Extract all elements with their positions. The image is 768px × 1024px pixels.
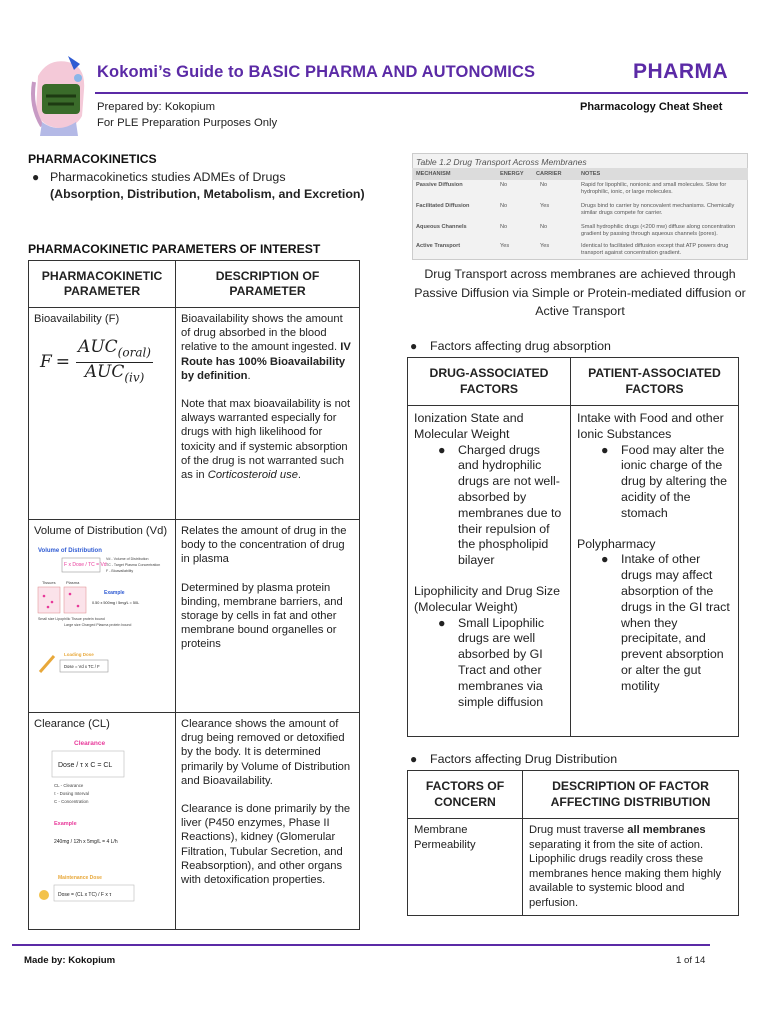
svg-text:Vd - Volume of Distribution: Vd - Volume of Distribution [106,557,149,562]
distribution-factors-table [407,770,739,916]
pharmacokinetics-bullet [32,169,370,203]
ref-cell: Drugs bind to carrier by noncovalent mechanisms. Chemically similar drugs compete for carrier. [581,203,735,216]
ref-cell: Aqueous Channels [416,224,467,230]
parameter-name: Volume of Distribution (Vd) [34,525,168,537]
footer-rule [12,944,710,946]
svg-text:Plasma: Plasma [66,580,80,586]
table-row [29,520,360,713]
parameter-cell [29,308,176,520]
transport-summary: Drug Transport across membranes are achieved through Passive Diffusion via Simple or Protein-mediated diffusion or Active Transport [414,267,746,318]
absorption-factors-table [407,357,739,737]
purpose-note: For PLE Preparation Purposes Only [97,116,278,129]
bullet-dot-icon: ● [410,339,418,353]
bullet-dot-icon: ● [32,170,40,184]
description-cell: Drug must traverse all membranes separating it from the site of action. Lipophilic drugs readily cross these membranes hence making them highly available to systemic blood and perfusion. [523,819,739,916]
parameter-cell [29,520,176,713]
table-header-row [408,771,739,819]
pk-parameters-heading: PHARMACOKINETIC PARAMETERS OF INTEREST [28,242,321,256]
column-header: FACTORS OF CONCERN [408,771,523,819]
distribution-bullet: ● Factors affecting Drug Distribution [410,752,618,766]
description-note: Determined by plasma protein binding, membrane barriers, and storage by cells in fat and other membrane bound organelles or proteins [181,581,343,651]
reference-caption: Table 1.2 Drug Transport Across Membranes [416,157,587,167]
svg-text:Dose = (CL x TC) / F x τ: Dose = (CL x TC) / F x τ [58,892,112,899]
table-row [408,406,739,737]
factor-title: Ionization State and Molecular Weight [414,411,524,441]
svg-text:240mg / 12h x 5mg/L = 4 L/h: 240mg / 12h x 5mg/L = 4 L/h [54,839,118,846]
reference-header-band [412,168,748,180]
svg-text:CL - Clearance: CL - Clearance [54,783,84,789]
ref-cell: Facilitated Diffusion [416,203,470,209]
formula-numerator: $AUC_{(oral)}$ [76,340,153,363]
bullet-dot-icon: ● [410,752,418,766]
svg-text:F - Bioavailability: F - Bioavailability [106,569,134,574]
description-cell [176,308,360,520]
clearance-figure [34,737,142,915]
ref-cell: No [500,224,508,230]
ref-cell: Active Transport [416,243,461,249]
pk-parameters-table [28,260,360,930]
fig-title: Volume of Distribution [38,548,102,555]
volume-of-distribution-figure [34,544,161,680]
bioavailability-formula [40,337,170,385]
svg-text:Dose = Vd x TC / F: Dose = Vd x TC / F [64,664,100,670]
svg-text:Clearance: Clearance [74,740,106,748]
ref-cell: Rapid for lipophilic, nonionic and small molecules. Slow for hydrophilic, ionic, or large molecules. [581,182,727,195]
column-header: PATIENT-ASSOCIATED FACTORS [571,358,739,406]
ref-col-header: CARRIER [536,171,562,177]
kokomi-avatar [28,56,92,136]
page-number: 1 of 14 [676,955,706,966]
ref-col-header: ENERGY [500,171,524,177]
prepared-by: Prepared by: Kokopium [97,101,216,113]
parameter-name: Bioavailability (F) [34,313,120,325]
prepared-by-block [97,100,277,131]
svg-text:Maintenance Dose: Maintenance Dose [58,875,102,882]
svg-text:TC - Target Plasma Concentrati: TC - Target Plasma Concentration [106,563,161,568]
ref-col-header: NOTES [581,171,601,177]
svg-text:C - Concentration: C - Concentration [54,799,89,805]
factor-title: Intake with Food and other Ionic Substances [577,411,724,441]
description-text: Bioavailability shows the amount of drug absorbed in the blood relative to the amount ingested. IV Route has 100% Bioavailability by definition. [181,313,351,382]
header-rule [95,92,748,94]
column-header: DESCRIPTION OF PARAMETER [176,261,360,308]
description-cell [176,713,360,930]
table-row [29,308,360,520]
patient-factors-cell [571,406,739,737]
sheet-type: Pharmacology Cheat Sheet [580,101,723,113]
svg-text:Small size Lipophilic Tissue p: Small size Lipophilic Tissue protein bound [38,617,105,622]
ref-col-header: MECHANISM [416,171,451,177]
pharmacokinetics-heading: PHARMACOKINETICS [28,152,157,166]
factor-cell: Membrane Permeability [408,819,523,916]
description-cell [176,520,360,713]
formula-lhs: F [40,352,52,373]
table-row [29,713,360,930]
pk-bullet-text: Pharmacokinetics studies ADMEs of Drugs [50,170,286,184]
pk-bullet-bold: (Absorption, Distribution, Metabolism, and Excretion) [50,187,365,201]
ref-cell: Yes [500,243,510,249]
ref-cell: No [500,182,508,188]
svg-text:Example: Example [54,821,77,828]
description-text: Clearance shows the amount of drug being removed or detoxified by the body. It is determined primarily by Volume of Distribution and Bioavailability. [181,718,351,787]
guide-title: Kokomi’s Guide to BASIC PHARMA AND AUTONOMICS [97,63,536,81]
factor-title: Polypharmacy [577,536,656,551]
list-item: ● Intake of other drugs may affect absorption of the drugs in the GI tract when they precipitate, and prevent absorption or alter the gut motility [601,552,730,693]
formula-denominator: $AUC_{(iv)}$ [84,361,145,385]
factor-title: Lipophilicity and Drug Size (Molecular Weight) [414,583,561,614]
list-item: ● Food may alter the ionic charge of the drug by altering the acidity of the stomach [601,442,728,520]
ref-cell: Yes [540,203,550,209]
table-row [408,819,739,916]
svg-text:τ - Dosing Interval: τ - Dosing Interval [54,791,89,797]
absorption-bullet: ● Factors affecting drug absorption [410,339,611,353]
drug-factors-cell [408,406,571,737]
description-note: Note that max bioavailability is not always warranted especially for drugs with high likelihood for toxicity and if systemic absorption of the drug is not warranted such as in Corticosteroid use. [181,398,351,482]
svg-text:0.50 x 500mg / 5mg/L = 50L: 0.50 x 500mg / 5mg/L = 50L [92,601,140,606]
ref-cell: No [500,203,508,209]
ref-cell: Yes [540,243,550,249]
description-note: Clearance is done primarily by the liver (P450 enzymes, Phase II Reactions), kidney (Glomerular Filtration, Tubular Secretion, and Reabsorption), and other organs with detoxification properties. [181,803,351,887]
list-item: ● Charged drugs and hydrophilic drugs are not well-absorbed by membranes due to their repulsion of the phospholipid bilayer [438,442,562,568]
fig-formula: F x Dose / TC = Vd [64,562,107,569]
ref-cell: No [540,182,548,188]
ref-cell: Small hydrophilic drugs (<200 mw) diffuse along concentration gradient by passing through aqueous channels (pores). [581,224,736,237]
brand-label: PHARMA [633,60,729,83]
svg-text:Tissues: Tissues [42,580,56,586]
column-header: DESCRIPTION OF FACTOR AFFECTING DISTRIBUTION [523,771,739,819]
ref-cell: No [540,224,548,230]
list-item: ● Small Lipophilic drugs are well absorbed by GI Tract and other membranes via simple diffusion [438,615,545,709]
svg-text:Example: Example [104,590,125,597]
column-header: PHARMACOKINETIC PARAMETER [29,261,176,308]
parameter-name: Clearance (CL) [34,718,110,730]
parameter-cell [29,713,176,930]
equals-sign: = [55,352,71,373]
formula-fraction [76,337,153,385]
table-header-row [408,358,739,406]
column-header: DRUG-ASSOCIATED FACTORS [408,358,571,406]
svg-text:Large size Charged Plasma prot: Large size Charged Plasma protein bound [64,623,132,628]
ref-cell: Passive Diffusion [416,182,463,188]
made-by: Made by: Kokopium [24,955,116,966]
table-header-row [29,261,360,308]
description-text: Relates the amount of drug in the body to the concentration of drug in plasma [181,525,347,566]
ref-cell: Identical to facilitated diffusion except that ATP powers drug transport against concentration gradient. [581,243,729,256]
svg-text:Loading Dose: Loading Dose [64,652,94,658]
svg-text:Dose / τ x C = CL: Dose / τ x C = CL [58,762,113,770]
